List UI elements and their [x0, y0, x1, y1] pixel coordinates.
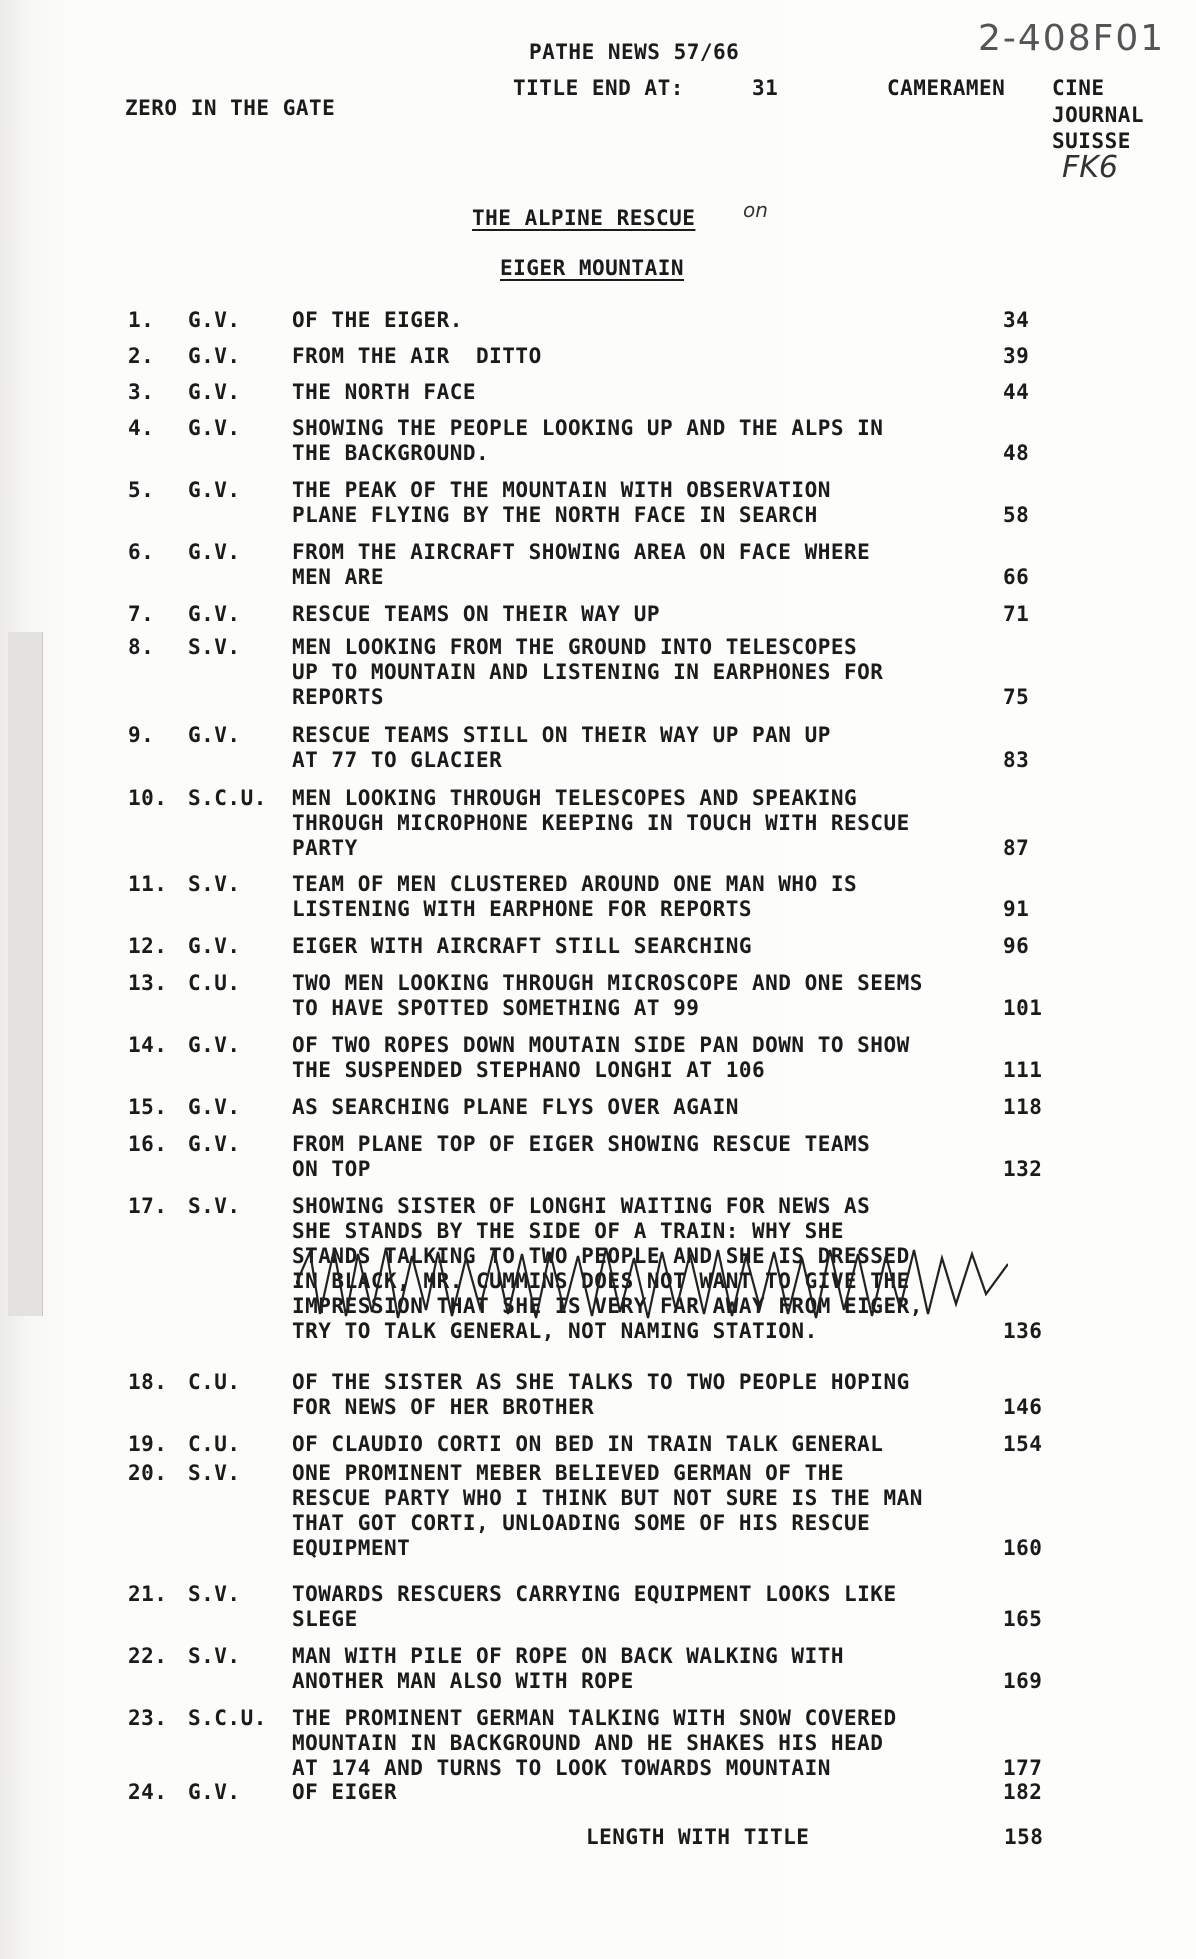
- shot-description: [292, 971, 923, 1021]
- shot-footage: 165: [1003, 1607, 1043, 1631]
- description-line: FOR NEWS OF HER BROTHER: [292, 1395, 595, 1419]
- shot-description: [292, 478, 831, 528]
- shot-description: [292, 1780, 397, 1805]
- cameramen-line-1: CINE: [1052, 76, 1105, 100]
- description-line: FROM THE AIRCRAFT SHOWING AREA ON FACE WHERE: [292, 540, 871, 564]
- shot-type: S.V.: [188, 1461, 241, 1485]
- shot-footage: 111: [1003, 1058, 1043, 1082]
- description-line: ON TOP: [292, 1157, 371, 1181]
- description-line: STANDS TALKING TO TWO PEOPLE AND SHE IS DRESSED: [292, 1244, 910, 1268]
- shot-footage: 136: [1003, 1319, 1043, 1343]
- description-line: THE BACKGROUND.: [292, 441, 490, 465]
- shot-description: [292, 540, 870, 590]
- shot-footage: 83: [1003, 748, 1030, 772]
- title-end-label: TITLE END AT:: [513, 76, 684, 100]
- description-line: UP TO MOUNTAIN AND LISTENING IN EARPHONES FOR: [292, 660, 884, 684]
- shot-type: G.V.: [188, 344, 241, 368]
- shot-description: [292, 872, 857, 922]
- shot-type: S.V.: [188, 1582, 241, 1606]
- shot-type: G.V.: [188, 934, 241, 958]
- shot-footage: 177: [1003, 1756, 1043, 1780]
- shot-number: 14.: [128, 1033, 168, 1057]
- shot-type: C.U.: [188, 971, 241, 995]
- description-line: TOWARDS RESCUERS CARRYING EQUIPMENT LOOKS LIKE: [292, 1582, 897, 1606]
- description-line: THE SUSPENDED STEPHANO LONGHI AT 106: [292, 1058, 766, 1082]
- shot-footage: 91: [1003, 897, 1030, 921]
- description-line: SLEGE: [292, 1607, 358, 1631]
- story-title-line-1: THE ALPINE RESCUE: [472, 206, 696, 230]
- scribble-strikeout: [296, 1244, 1008, 1328]
- reference-number: 2-408F01: [978, 18, 1166, 59]
- shot-footage: 34: [1003, 308, 1030, 332]
- shot-type: G.V.: [188, 478, 241, 502]
- shot-description: [292, 1644, 844, 1694]
- shot-description: [292, 308, 463, 333]
- description-line: OF TWO ROPES DOWN MOUTAIN SIDE PAN DOWN TO SHOW: [292, 1033, 910, 1057]
- shot-number: 10.: [128, 786, 168, 810]
- description-line: SHOWING THE PEOPLE LOOKING UP AND THE ALPS IN: [292, 416, 884, 440]
- description-line: EIGER WITH AIRCRAFT STILL SEARCHING: [292, 934, 753, 958]
- newsreel-title: PATHE NEWS 57/66: [529, 40, 740, 64]
- description-line: MEN ARE: [292, 565, 385, 589]
- cameramen-line-2: JOURNAL: [1052, 103, 1145, 127]
- shot-type: G.V.: [188, 540, 241, 564]
- shot-number: 2.: [128, 344, 155, 368]
- shot-description: [292, 1095, 739, 1120]
- shot-footage: 96: [1003, 934, 1030, 958]
- shot-type: C.U.: [188, 1370, 241, 1394]
- description-line: THROUGH MICROPHONE KEEPING IN TOUCH WITH RESCUE: [292, 811, 910, 835]
- length-value: 158: [1004, 1825, 1044, 1849]
- description-line: IN BLACK, MR. CUMMINS DOES NOT WANT TO GIVE THE: [292, 1269, 910, 1293]
- shot-description: [292, 416, 883, 466]
- description-line: MOUNTAIN IN BACKGROUND AND HE SHAKES HIS HEAD: [292, 1731, 884, 1755]
- shot-type: S.V.: [188, 1644, 241, 1668]
- shot-description: [292, 1432, 883, 1457]
- shot-type: G.V.: [188, 1033, 241, 1057]
- description-line: ANOTHER MAN ALSO WITH ROPE: [292, 1669, 634, 1693]
- story-title-line-2: EIGER MOUNTAIN: [500, 256, 685, 280]
- zero-in-gate: ZERO IN THE GATE: [125, 96, 336, 120]
- shot-number: 11.: [128, 872, 168, 896]
- shot-type: G.V.: [188, 308, 241, 332]
- description-line: PARTY: [292, 836, 358, 860]
- shot-footage: 132: [1003, 1157, 1043, 1181]
- description-line: FROM PLANE TOP OF EIGER SHOWING RESCUE TEAMS: [292, 1132, 871, 1156]
- cameramen-line-3: SUISSE: [1052, 129, 1131, 153]
- description-line: THE PROMINENT GERMAN TALKING WITH SNOW COVERED: [292, 1706, 897, 1730]
- shot-number: 19.: [128, 1432, 168, 1456]
- shot-number: 4.: [128, 416, 155, 440]
- title-end-value: 31: [752, 76, 779, 100]
- description-line: EQUIPMENT: [292, 1536, 411, 1560]
- description-line: TRY TO TALK GENERAL, NOT NAMING STATION.: [292, 1319, 818, 1343]
- shot-number: 24.: [128, 1780, 168, 1804]
- shot-number: 5.: [128, 478, 155, 502]
- description-line: OF EIGER: [292, 1780, 398, 1804]
- shot-description: [292, 1706, 897, 1781]
- shot-footage: 154: [1003, 1432, 1043, 1456]
- shot-number: 21.: [128, 1582, 168, 1606]
- description-line: ONE PROMINENT MEBER BELIEVED GERMAN OF THE: [292, 1461, 845, 1485]
- description-line: OF THE EIGER.: [292, 308, 463, 332]
- shot-number: 20.: [128, 1461, 168, 1485]
- description-line: REPORTS: [292, 685, 385, 709]
- description-line: AS SEARCHING PLANE FLYS OVER AGAIN: [292, 1095, 739, 1119]
- description-line: PLANE FLYING BY THE NORTH FACE IN SEARCH: [292, 503, 818, 527]
- shot-description: [292, 344, 542, 369]
- shot-footage: 58: [1003, 503, 1030, 527]
- description-line: SHOWING SISTER OF LONGHI WAITING FOR NEWS AS: [292, 1194, 871, 1218]
- shot-footage: 182: [1003, 1780, 1043, 1804]
- shot-number: 17.: [128, 1194, 168, 1218]
- shot-type: G.V.: [188, 380, 241, 404]
- description-line: THE PEAK OF THE MOUNTAIN WITH OBSERVATION: [292, 478, 831, 502]
- shot-description: [292, 934, 752, 959]
- shot-number: 13.: [128, 971, 168, 995]
- description-line: THAT GOT CORTI, UNLOADING SOME OF HIS RESCUE: [292, 1511, 871, 1535]
- shot-footage: 44: [1003, 380, 1030, 404]
- description-line: FROM THE AIR DITTO: [292, 344, 542, 368]
- shot-number: 3.: [128, 380, 155, 404]
- shot-description: [292, 1370, 910, 1420]
- shot-footage: 71: [1003, 602, 1030, 626]
- shot-type: G.V.: [188, 1780, 241, 1804]
- shot-description: [292, 786, 910, 861]
- shot-footage: 146: [1003, 1395, 1043, 1419]
- description-line: AT 174 AND TURNS TO LOOK TOWARDS MOUNTAIN: [292, 1756, 831, 1780]
- tape-strip: [8, 632, 43, 1316]
- description-line: RESCUE TEAMS ON THEIR WAY UP: [292, 602, 661, 626]
- description-line: SHE STANDS BY THE SIDE OF A TRAIN: WHY SHE: [292, 1219, 845, 1243]
- description-line: TEAM OF MEN CLUSTERED AROUND ONE MAN WHO IS: [292, 872, 858, 896]
- description-line: TO HAVE SPOTTED SOMETHING AT 99: [292, 996, 700, 1020]
- shot-footage: 118: [1003, 1095, 1043, 1119]
- shot-description: [292, 380, 476, 405]
- shot-number: 1.: [128, 308, 155, 332]
- shot-description: [292, 635, 883, 710]
- description-line: OF CLAUDIO CORTI ON BED IN TRAIN TALK GENERAL: [292, 1432, 884, 1456]
- cameramen-label: CAMERAMEN: [887, 76, 1006, 100]
- shot-footage: 87: [1003, 836, 1030, 860]
- shot-footage: 169: [1003, 1669, 1043, 1693]
- shot-type: G.V.: [188, 602, 241, 626]
- shot-description: [292, 723, 831, 773]
- shot-description: [292, 602, 660, 627]
- shot-number: 16.: [128, 1132, 168, 1156]
- shot-description: [292, 1461, 923, 1561]
- description-line: AT 77 TO GLACIER: [292, 748, 503, 772]
- description-line: LISTENING WITH EARPHONE FOR REPORTS: [292, 897, 753, 921]
- shot-number: 22.: [128, 1644, 168, 1668]
- description-line: RESCUE TEAMS STILL ON THEIR WAY UP PAN UP: [292, 723, 831, 747]
- shot-type: S.V.: [188, 1194, 241, 1218]
- description-line: OF THE SISTER AS SHE TALKS TO TWO PEOPLE HOPING: [292, 1370, 910, 1394]
- shot-footage: 48: [1003, 441, 1030, 465]
- shot-number: 9.: [128, 723, 155, 747]
- shot-number: 7.: [128, 602, 155, 626]
- description-line: IMPRESSION THAT SHE IS VERY FAR AWAY FROM EIGER,: [292, 1294, 923, 1318]
- shot-number: 6.: [128, 540, 155, 564]
- shot-number: 15.: [128, 1095, 168, 1119]
- description-line: THE NORTH FACE: [292, 380, 477, 404]
- handwritten-initials: FK6: [1062, 150, 1119, 185]
- shot-type: G.V.: [188, 1132, 241, 1156]
- handwritten-insert: on: [743, 198, 768, 222]
- shot-number: 12.: [128, 934, 168, 958]
- shot-number: 18.: [128, 1370, 168, 1394]
- length-label: LENGTH WITH TITLE: [586, 1825, 810, 1849]
- shot-type: G.V.: [188, 416, 241, 440]
- description-line: MEN LOOKING FROM THE GROUND INTO TELESCOPES: [292, 635, 858, 659]
- shot-footage: 39: [1003, 344, 1030, 368]
- shot-footage: 160: [1003, 1536, 1043, 1560]
- description-line: RESCUE PARTY WHO I THINK BUT NOT SURE IS THE MAN: [292, 1486, 923, 1510]
- shot-type: C.U.: [188, 1432, 241, 1456]
- shot-footage: 101: [1003, 996, 1043, 1020]
- shot-type: S.C.U.: [188, 786, 267, 810]
- description-line: MEN LOOKING THROUGH TELESCOPES AND SPEAKING: [292, 786, 858, 810]
- shot-number: 23.: [128, 1706, 168, 1730]
- shot-number: 8.: [128, 635, 155, 659]
- shot-description: [292, 1582, 897, 1632]
- shot-type: G.V.: [188, 723, 241, 747]
- shot-type: S.V.: [188, 635, 241, 659]
- shot-type: G.V.: [188, 1095, 241, 1119]
- shot-type: S.C.U.: [188, 1706, 267, 1730]
- shot-description: [292, 1033, 910, 1083]
- shot-description: [292, 1132, 870, 1182]
- description-line: MAN WITH PILE OF ROPE ON BACK WALKING WITH: [292, 1644, 845, 1668]
- description-line: TWO MEN LOOKING THROUGH MICROSCOPE AND ONE SEEMS: [292, 971, 923, 995]
- shot-type: S.V.: [188, 872, 241, 896]
- shot-footage: 66: [1003, 565, 1030, 589]
- shot-footage: 75: [1003, 685, 1030, 709]
